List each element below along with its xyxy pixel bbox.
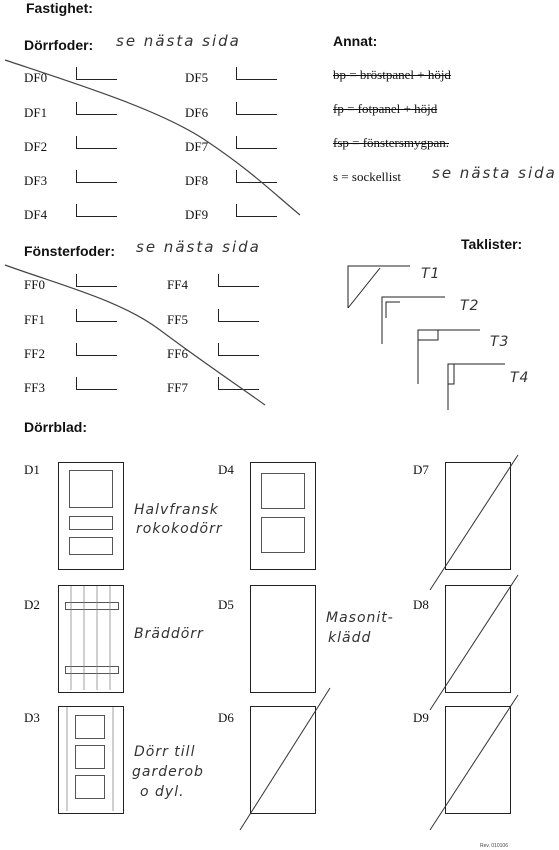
df8-field[interactable] (236, 170, 277, 183)
d4-door (250, 462, 316, 570)
d1-note-1: Halvfransk (134, 502, 219, 518)
df0-label: DF0 (24, 70, 48, 85)
df9-field[interactable] (236, 204, 277, 217)
ff5-field[interactable] (218, 309, 259, 322)
annat-item-s: s = sockellist (333, 169, 401, 184)
df2-field[interactable] (76, 136, 117, 149)
d1-note-2: rokokodörr (136, 521, 223, 537)
t1-profile (348, 266, 410, 308)
df9-label: DF9 (185, 207, 209, 222)
d9-door (445, 706, 511, 814)
df7-field[interactable] (236, 136, 277, 149)
page-title: Fastighet: (26, 0, 93, 16)
d2-top-batten (65, 602, 119, 610)
ff3-label: FF3 (24, 380, 45, 395)
d2-bottom-batten (65, 666, 119, 674)
d3-panel-3 (75, 775, 105, 799)
annat-item-fsp: fsp = fönstersmygpan. (333, 135, 450, 150)
t4-profile (448, 364, 505, 410)
taklister-profiles (348, 266, 505, 410)
df5-label: DF5 (185, 70, 209, 85)
d2-note: Bräddörr (134, 626, 204, 642)
t1-label: T1 (421, 266, 441, 282)
d1-bottom-panel (69, 537, 113, 555)
d1-mid-panel (69, 516, 113, 530)
t2-profile (382, 297, 445, 344)
d3-label: D3 (24, 710, 40, 725)
d6-label: D6 (218, 710, 234, 725)
taklister-heading: Taklister: (461, 236, 523, 252)
d6-door (250, 706, 316, 814)
d5-door (250, 585, 316, 693)
df0-field[interactable] (76, 67, 117, 80)
ff7-label: FF7 (167, 380, 188, 395)
d3-note-1: Dörr till (134, 744, 196, 760)
annat-item-bp: bp = bröstpanel + höjd (333, 67, 451, 82)
d4-label: D4 (218, 462, 234, 477)
d3-note-2: garderob (132, 764, 204, 780)
d3-panel-1 (75, 715, 105, 739)
d7-label: D7 (413, 462, 429, 477)
t3-profile (418, 330, 480, 384)
dorrblad-heading: Dörrblad: (24, 419, 87, 435)
d4-top-panel (261, 473, 305, 509)
ff1-field[interactable] (76, 309, 117, 322)
ff0-label: FF0 (24, 277, 45, 292)
d1-door (58, 462, 124, 570)
d7-door (445, 462, 511, 570)
d1-label: D1 (24, 462, 40, 477)
df4-label: DF4 (24, 207, 48, 222)
ff3-field[interactable] (76, 377, 117, 390)
df6-label: DF6 (185, 105, 209, 120)
d2-label: D2 (24, 597, 40, 612)
ff1-label: FF1 (24, 312, 45, 327)
t3-inner (418, 330, 438, 340)
t2-inner (386, 302, 400, 318)
ff6-label: FF6 (167, 346, 188, 361)
df3-field[interactable] (76, 170, 117, 183)
annat-item-fp: fp = fotpanel + höjd (333, 101, 438, 116)
d4-bottom-panel (261, 517, 305, 553)
ff7-field[interactable] (218, 377, 259, 390)
ff4-label: FF4 (167, 277, 188, 292)
ff2-label: FF2 (24, 346, 45, 361)
dorrfoder-note: se nästa sida (116, 32, 241, 50)
d8-label: D8 (413, 597, 429, 612)
df8-label: DF8 (185, 173, 209, 188)
fonsterfoder-heading: Fönsterfoder: (24, 243, 115, 259)
t1-diagonal (348, 268, 380, 308)
df4-field[interactable] (76, 204, 117, 217)
d5-label: D5 (218, 597, 234, 612)
ff5-label: FF5 (167, 312, 188, 327)
d3-note-3: o dyl. (140, 784, 185, 800)
ff0-field[interactable] (76, 274, 117, 287)
fonsterfoder-note: se nästa sida (136, 238, 261, 256)
t4-label: T4 (510, 370, 530, 386)
d3-panel-2 (75, 745, 105, 769)
df1-label: DF1 (24, 105, 48, 120)
df7-label: DF7 (185, 139, 209, 154)
annat-heading: Annat: (333, 33, 378, 49)
ff4-field[interactable] (218, 274, 259, 287)
revision-footer: Rev. 010106 (480, 843, 508, 849)
t4-inner (448, 364, 454, 384)
d1-top-panel (69, 470, 113, 508)
d5-note-2: klädd (328, 630, 372, 646)
annat-note: se nästa sida (432, 164, 557, 182)
df1-field[interactable] (76, 102, 117, 115)
d5-note-1: Masonit- (326, 610, 394, 626)
t3-label: T3 (490, 334, 510, 350)
df3-label: DF3 (24, 173, 48, 188)
ff2-field[interactable] (76, 343, 117, 356)
ff6-field[interactable] (218, 343, 259, 356)
d8-door (445, 585, 511, 693)
df5-field[interactable] (236, 67, 277, 80)
df6-field[interactable] (236, 102, 277, 115)
d9-label: D9 (413, 710, 429, 725)
d2-door (58, 585, 124, 693)
df2-label: DF2 (24, 139, 48, 154)
dorrfoder-heading: Dörrfoder: (24, 37, 94, 53)
d3-door (58, 706, 124, 814)
t2-label: T2 (460, 298, 480, 314)
